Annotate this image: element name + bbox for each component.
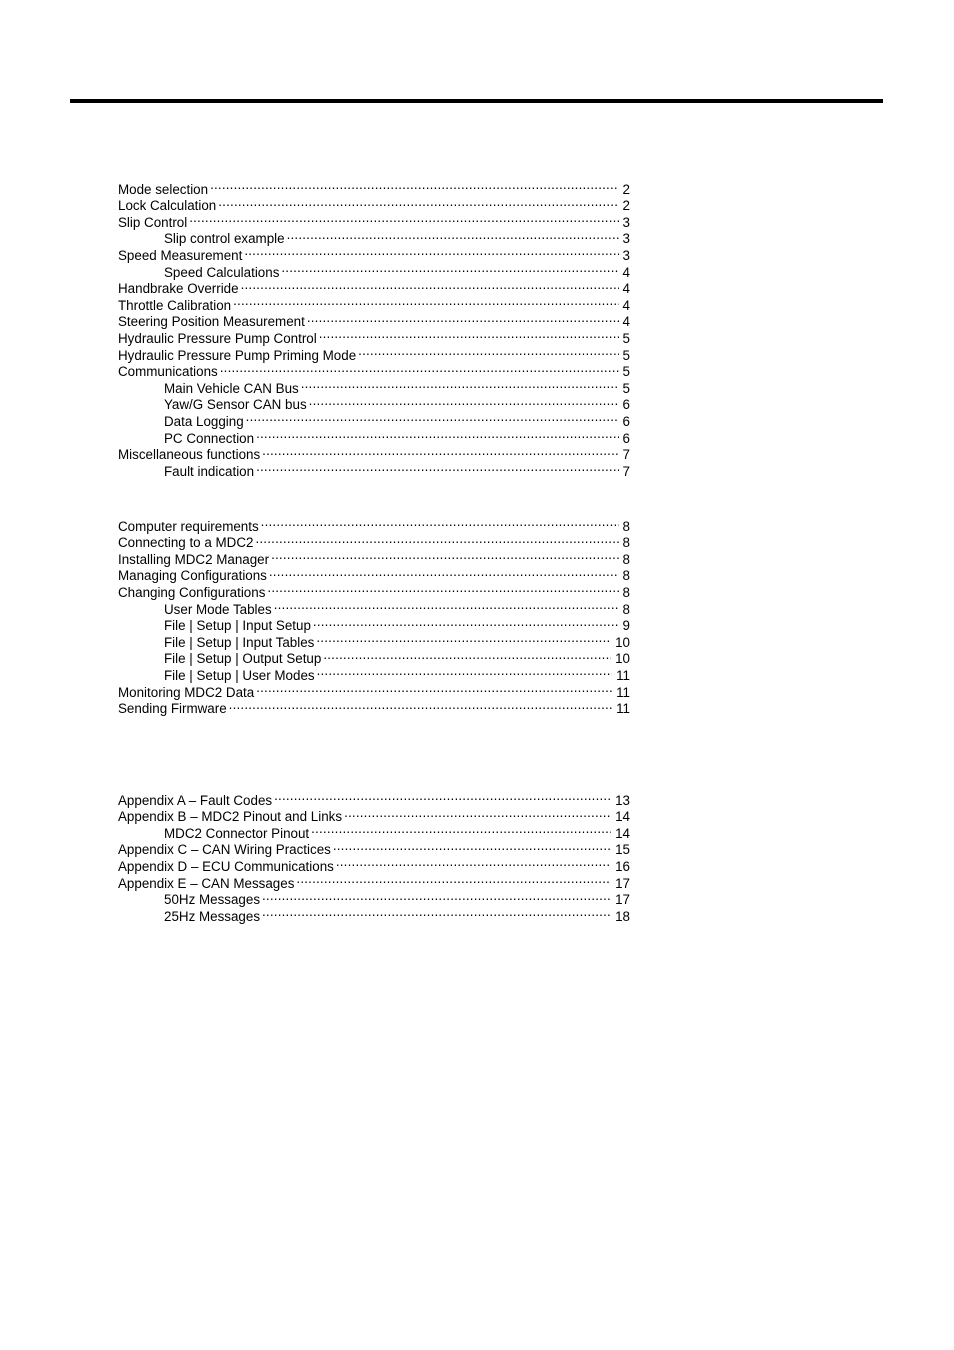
toc-dot-leader [336, 854, 611, 871]
toc-entry-page: 2 [622, 181, 630, 197]
toc-section-appendices [118, 788, 630, 924]
toc-entry-page: 9 [622, 618, 630, 634]
toc-section-manager [118, 514, 630, 717]
toc-entry-label: Installing MDC2 Manager [118, 551, 270, 567]
toc-entry-label: Hydraulic Pressure Pump Control [118, 330, 317, 346]
toc-dot-leader [241, 277, 619, 294]
toc-entry-label: Sending Firmware [118, 701, 227, 717]
toc-entry[interactable] [118, 854, 630, 874]
toc-entry-label: Data Logging [164, 413, 244, 429]
toc-entry-page: 17 [615, 892, 630, 908]
toc-entry-label: Appendix B – MDC2 Pinout and Links [118, 809, 343, 825]
toc-dot-leader [274, 788, 611, 805]
toc-dot-leader [309, 393, 619, 410]
toc-entry-label: Changing Configurations [118, 584, 266, 600]
toc-entry[interactable] [118, 788, 630, 808]
toc-dot-leader [256, 459, 618, 476]
toc-entry-page: 6 [622, 413, 630, 429]
toc-entry[interactable] [118, 630, 630, 650]
toc-entry-label: 50Hz Messages [164, 892, 261, 908]
toc-dot-leader [316, 630, 611, 647]
toc-entry[interactable] [118, 326, 630, 346]
toc-entry-page: 5 [622, 330, 630, 346]
toc-dot-leader [233, 293, 618, 310]
toc-dot-leader [262, 904, 611, 921]
header-rule [70, 99, 883, 103]
toc-entry[interactable] [118, 243, 630, 263]
toc-entry[interactable] [118, 838, 630, 858]
toc-entry-page: 17 [615, 875, 630, 891]
toc-dot-leader [246, 409, 619, 426]
toc-dot-leader [344, 805, 611, 822]
toc-entry-label: Handbrake Override [118, 281, 239, 297]
toc-entry-page: 7 [622, 447, 630, 463]
toc-entry-page: 10 [615, 651, 630, 667]
toc-entry-label: Appendix D – ECU Communications [118, 858, 334, 874]
toc-entry-label: PC Connection [164, 430, 255, 446]
toc-dot-leader [313, 614, 619, 631]
toc-entry[interactable] [118, 194, 630, 214]
toc-entry[interactable] [118, 663, 630, 683]
toc-entry-label: File | Setup | Input Setup [164, 618, 311, 634]
toc-entry-page: 3 [622, 231, 630, 247]
toc-dot-leader [220, 360, 619, 377]
toc-entry-page: 8 [622, 551, 630, 567]
toc-entry[interactable] [118, 547, 630, 567]
toc-entry-label: Fault indication [164, 463, 255, 479]
toc-dot-leader [218, 194, 618, 211]
toc-entry-label: Appendix E – CAN Messages [118, 875, 295, 891]
toc-entry[interactable] [118, 614, 630, 634]
toc-entry-page: 11 [616, 684, 630, 700]
toc-entry[interactable] [118, 260, 630, 280]
toc-entry-page: 18 [615, 908, 630, 924]
toc-entry-label: File | Setup | Output Setup [164, 651, 322, 667]
toc-entry[interactable] [118, 227, 630, 247]
toc-entry[interactable] [118, 210, 630, 230]
toc-entry-page: 4 [622, 314, 630, 330]
toc-entry-page: 3 [622, 247, 630, 263]
toc-entry[interactable] [118, 443, 630, 463]
toc-entry-label: Main Vehicle CAN Bus [164, 380, 299, 396]
toc-dot-leader [255, 531, 618, 548]
toc-entry[interactable] [118, 343, 630, 363]
toc-entry-page: 4 [622, 297, 630, 313]
toc-entry-page: 2 [622, 198, 630, 214]
toc-entry-page: 14 [615, 809, 630, 825]
toc-entry[interactable] [118, 564, 630, 584]
toc-entry-page: 8 [622, 535, 630, 551]
toc-entry-label: Connecting to a MDC2 [118, 535, 254, 551]
toc-entry[interactable] [118, 310, 630, 330]
toc-dot-leader [256, 426, 618, 443]
toc-entry-label: Throttle Calibration [118, 297, 232, 313]
toc-entry-label: Computer requirements [118, 518, 259, 534]
toc-entry-label: 25Hz Messages [164, 908, 261, 924]
toc-entry-label: MDC2 Connector Pinout [164, 825, 310, 841]
toc-entry-page: 5 [622, 364, 630, 380]
toc-section-functions [118, 177, 630, 479]
toc-entry[interactable] [118, 531, 630, 551]
toc-dot-leader [229, 697, 612, 714]
toc-dot-leader [269, 564, 619, 581]
toc-entry[interactable] [118, 821, 630, 841]
toc-entry-label: Monitoring MDC2 Data [118, 684, 255, 700]
toc-entry[interactable] [118, 393, 630, 413]
toc-entry[interactable] [118, 597, 630, 617]
toc-dot-leader [333, 838, 611, 855]
toc-entry-page: 15 [615, 842, 630, 858]
toc-entry-label: Lock Calculation [118, 198, 217, 214]
toc-entry-page: 8 [622, 584, 630, 600]
toc-entry[interactable] [118, 409, 630, 429]
toc-dot-leader [287, 227, 619, 244]
toc-entry-page: 14 [615, 825, 630, 841]
toc-entry-page: 3 [622, 214, 630, 230]
toc-dot-leader [296, 871, 611, 888]
toc-entry-page: 13 [615, 792, 630, 808]
toc-entry[interactable] [118, 293, 630, 313]
toc-dot-leader [244, 243, 618, 260]
toc-entry[interactable] [118, 277, 630, 297]
toc-entry-page: 6 [622, 397, 630, 413]
toc-entry-label: Speed Measurement [118, 247, 243, 263]
toc-entry[interactable] [118, 697, 630, 717]
toc-entry[interactable] [118, 376, 630, 396]
toc-entry-label: Managing Configurations [118, 568, 267, 584]
toc-dot-leader [358, 343, 618, 360]
toc-entry[interactable] [118, 177, 630, 197]
toc-entry[interactable] [118, 580, 630, 600]
toc-entry-label: File | Setup | User Modes [164, 667, 315, 683]
toc-dot-leader [274, 597, 619, 614]
toc-entry-page: 8 [622, 601, 630, 617]
toc-entry-label: Communications [118, 364, 218, 380]
toc-dot-leader [301, 376, 619, 393]
toc-dot-leader [307, 310, 619, 327]
toc-dot-leader [262, 443, 618, 460]
toc-entry-label: Appendix C – CAN Wiring Practices [118, 842, 331, 858]
toc-entry-page: 6 [622, 430, 630, 446]
toc-entry-label: Slip control example [164, 231, 285, 247]
toc-entry-page: 10 [615, 634, 630, 650]
toc-entry-label: Miscellaneous functions [118, 447, 261, 463]
toc-entry[interactable] [118, 904, 630, 924]
toc-dot-leader [267, 580, 618, 597]
toc-entry[interactable] [118, 680, 630, 700]
toc-entry-label: Hydraulic Pressure Pump Priming Mode [118, 347, 357, 363]
toc-entry[interactable] [118, 805, 630, 825]
toc-entry-label: User Mode Tables [164, 601, 272, 617]
toc-entry-label: Appendix A – Fault Codes [118, 792, 273, 808]
toc-entry[interactable] [118, 871, 630, 891]
toc-entry-page: 16 [615, 858, 630, 874]
toc-entry-label: Speed Calculations [164, 264, 280, 280]
toc-entry[interactable] [118, 426, 630, 446]
toc-entry-page: 11 [616, 701, 630, 717]
toc-entry-page: 4 [622, 264, 630, 280]
toc-dot-leader [262, 888, 611, 905]
toc-entry-page: 7 [622, 463, 630, 479]
toc-entry[interactable] [118, 888, 630, 908]
toc-dot-leader [319, 326, 619, 343]
toc-entry[interactable] [118, 647, 630, 667]
toc-dot-leader [311, 821, 611, 838]
toc-entry-page: 4 [622, 281, 630, 297]
toc-dot-leader [323, 647, 611, 664]
toc-dot-leader [210, 177, 618, 194]
toc-entry-label: Slip Control [118, 214, 188, 230]
toc-entry-label: Steering Position Measurement [118, 314, 305, 330]
toc-entry-page: 5 [622, 380, 630, 396]
toc-entry-page: 8 [622, 568, 630, 584]
toc-entry[interactable] [118, 459, 630, 479]
toc-entry-page: 5 [622, 347, 630, 363]
toc-entry-label: Mode selection [118, 181, 209, 197]
toc-entry[interactable] [118, 514, 630, 534]
toc-dot-leader [271, 547, 618, 564]
toc-entry-page: 8 [622, 518, 630, 534]
toc-entry-label: File | Setup | Input Tables [164, 634, 315, 650]
toc-dot-leader [189, 210, 618, 227]
toc-dot-leader [261, 514, 619, 531]
toc-entry[interactable] [118, 360, 630, 380]
toc-dot-leader [317, 663, 613, 680]
toc-entry-label: Yaw/G Sensor CAN bus [164, 397, 307, 413]
toc-dot-leader [281, 260, 618, 277]
toc-dot-leader [256, 680, 612, 697]
toc-entry-page: 11 [616, 667, 630, 683]
